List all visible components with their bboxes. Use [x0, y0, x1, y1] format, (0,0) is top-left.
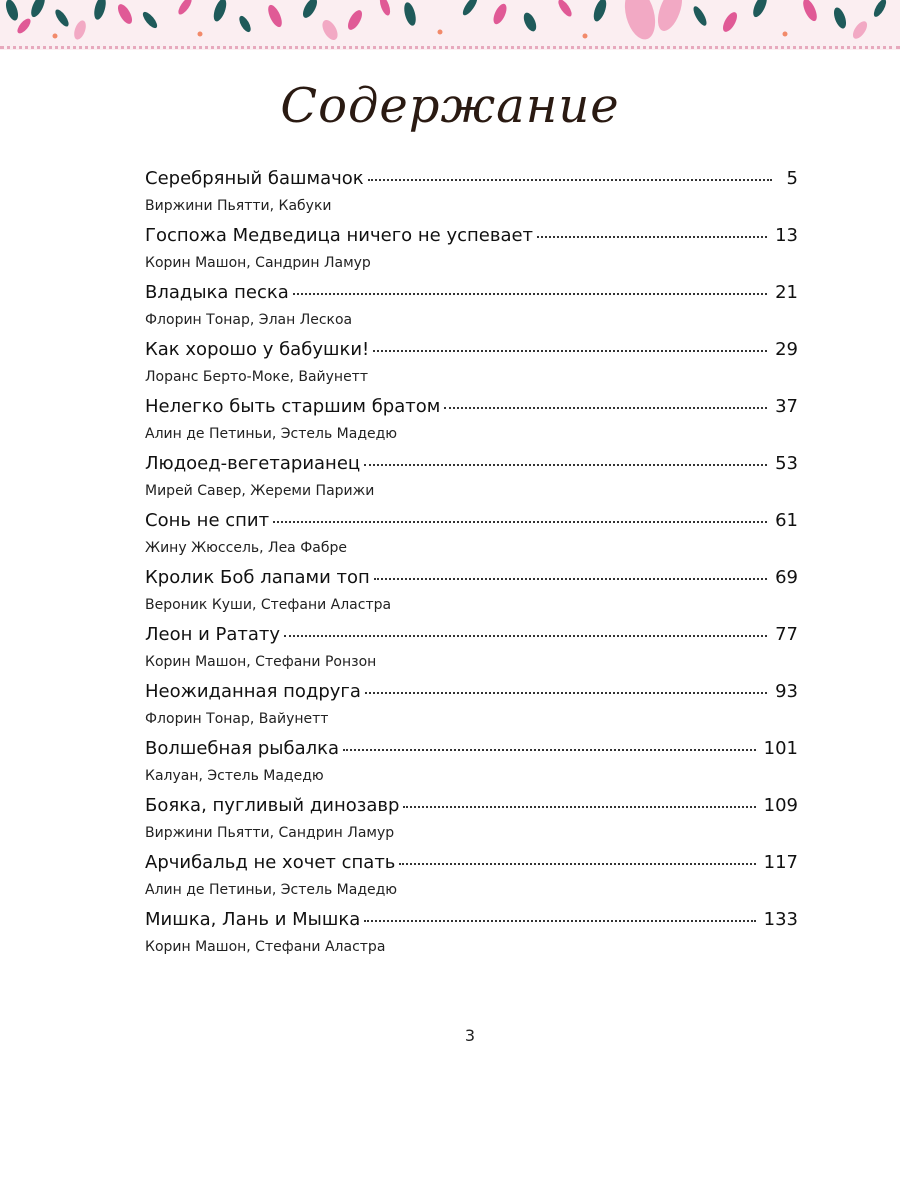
toc-entry-title: Сонь не спит: [145, 510, 270, 531]
page-number: 3: [464, 1026, 476, 1045]
toc-entry-authors: Вероник Куши, Стефани Аластра: [145, 597, 392, 613]
toc-entry-row: [145, 567, 798, 594]
toc-entry-row: [145, 510, 798, 537]
dot-leader: [444, 406, 767, 409]
toc-entry-row: [145, 852, 798, 879]
toc-entry-page: 61: [775, 510, 798, 531]
toc-entry[interactable]: [145, 453, 798, 510]
floral-header-banner: [0, 0, 900, 50]
toc-entry-title: Арчибальд не хочет спать: [145, 852, 396, 873]
dot-leader: [403, 805, 755, 808]
dot-leader: [373, 349, 767, 352]
toc-entry-authors: Флорин Тонар, Вайунетт: [145, 711, 329, 727]
toc-entry-authors: Мирей Савер, Жереми Парижи: [145, 483, 375, 499]
toc-entry-page: 53: [775, 453, 798, 474]
toc-entry-authors: Корин Машон, Стефани Ронзон: [145, 654, 377, 670]
toc-entry[interactable]: [145, 852, 798, 909]
toc-entry-authors: Алин де Петиньи, Эстель Мадедю: [145, 426, 398, 442]
page-title: Содержание: [280, 78, 620, 134]
toc-entry-title: Мишка, Лань и Мышка: [145, 909, 361, 930]
dot-leader: [273, 520, 767, 523]
toc-entry-title: Серебряный башмачок: [145, 168, 364, 189]
dot-leader: [399, 862, 755, 865]
toc-entry[interactable]: [145, 567, 798, 624]
dot-leader: [368, 178, 772, 181]
table-of-contents: [145, 168, 798, 966]
toc-entry-authors: Жину Жюссель, Леа Фабре: [145, 540, 347, 556]
toc-entry[interactable]: [145, 624, 798, 681]
toc-entry-row: [145, 339, 798, 366]
toc-entry-page: 5: [786, 168, 798, 189]
dot-leader: [343, 748, 756, 751]
toc-entry-row: [145, 624, 798, 651]
toc-entry-authors: Корин Машон, Сандрин Ламур: [145, 255, 371, 271]
toc-entry-authors: Калуан, Эстель Мадедю: [145, 768, 324, 784]
toc-entry-authors: Корин Машон, Стефани Аластра: [145, 939, 386, 955]
toc-entry[interactable]: [145, 396, 798, 453]
toc-entry-row: [145, 396, 798, 423]
toc-entry-page: 69: [775, 567, 798, 588]
toc-entry-title: Неожиданная подруга: [145, 681, 361, 702]
toc-entry-row: [145, 681, 798, 708]
toc-entry-authors: Алин де Петиньи, Эстель Мадедю: [145, 882, 398, 898]
toc-entry-title: Нелегко быть старшим братом: [145, 396, 441, 417]
toc-entry-row: [145, 225, 798, 252]
toc-entry-row: [145, 282, 798, 309]
toc-entry-row: [145, 168, 798, 195]
toc-entry-authors: Флорин Тонар, Элан Лескоа: [145, 312, 353, 328]
toc-entry-row: [145, 795, 798, 822]
banner-dotted-border: [0, 46, 900, 49]
toc-entry[interactable]: [145, 738, 798, 795]
dot-leader: [364, 919, 755, 922]
toc-entry[interactable]: [145, 510, 798, 567]
toc-entry-page: 101: [763, 738, 798, 759]
dot-leader: [537, 235, 767, 238]
toc-entry[interactable]: [145, 795, 798, 852]
toc-entry-page: 21: [775, 282, 798, 303]
toc-entry[interactable]: [145, 681, 798, 738]
toc-entry-page: 117: [763, 852, 798, 873]
toc-entry-title: Леон и Ратату: [145, 624, 281, 645]
toc-entry[interactable]: [145, 909, 798, 966]
toc-entry-row: [145, 909, 798, 936]
floral-leaf-illustration: [0, 0, 900, 46]
toc-entry-page: 109: [763, 795, 798, 816]
toc-entry-page: 93: [775, 681, 798, 702]
dot-leader: [365, 691, 767, 694]
toc-entry-page: 29: [775, 339, 798, 360]
toc-entry-title: Волшебная рыбалка: [145, 738, 340, 759]
toc-entry-page: 37: [775, 396, 798, 417]
toc-entry-authors: Виржини Пьятти, Сандрин Ламур: [145, 825, 395, 841]
dot-leader: [364, 463, 767, 466]
toc-entry[interactable]: [145, 282, 798, 339]
toc-entry-page: 77: [775, 624, 798, 645]
dot-leader: [374, 577, 767, 580]
dot-leader: [293, 292, 767, 295]
toc-entry-title: Бояка, пугливый динозавр: [145, 795, 400, 816]
toc-entry-title: Владыка песка: [145, 282, 289, 303]
toc-entry[interactable]: [145, 339, 798, 396]
toc-entry-title: Кролик Боб лапами топ: [145, 567, 370, 588]
toc-entry[interactable]: [145, 225, 798, 282]
toc-entry-authors: Лоранс Берто-Моке, Вайунетт: [145, 369, 368, 385]
toc-entry-title: Госпожа Медведица ничего не успевает: [145, 225, 534, 246]
toc-entry-page: 133: [763, 909, 798, 930]
toc-entry-authors: Виржини Пьятти, Кабуки: [145, 198, 332, 214]
toc-entry-page: 13: [775, 225, 798, 246]
toc-entry[interactable]: [145, 168, 798, 225]
dot-leader: [284, 634, 767, 637]
toc-entry-row: [145, 738, 798, 765]
toc-entry-title: Как хорошо у бабушки!: [145, 339, 370, 360]
toc-entry-row: [145, 453, 798, 480]
toc-entry-title: Людоед-вегетарианец: [145, 453, 361, 474]
